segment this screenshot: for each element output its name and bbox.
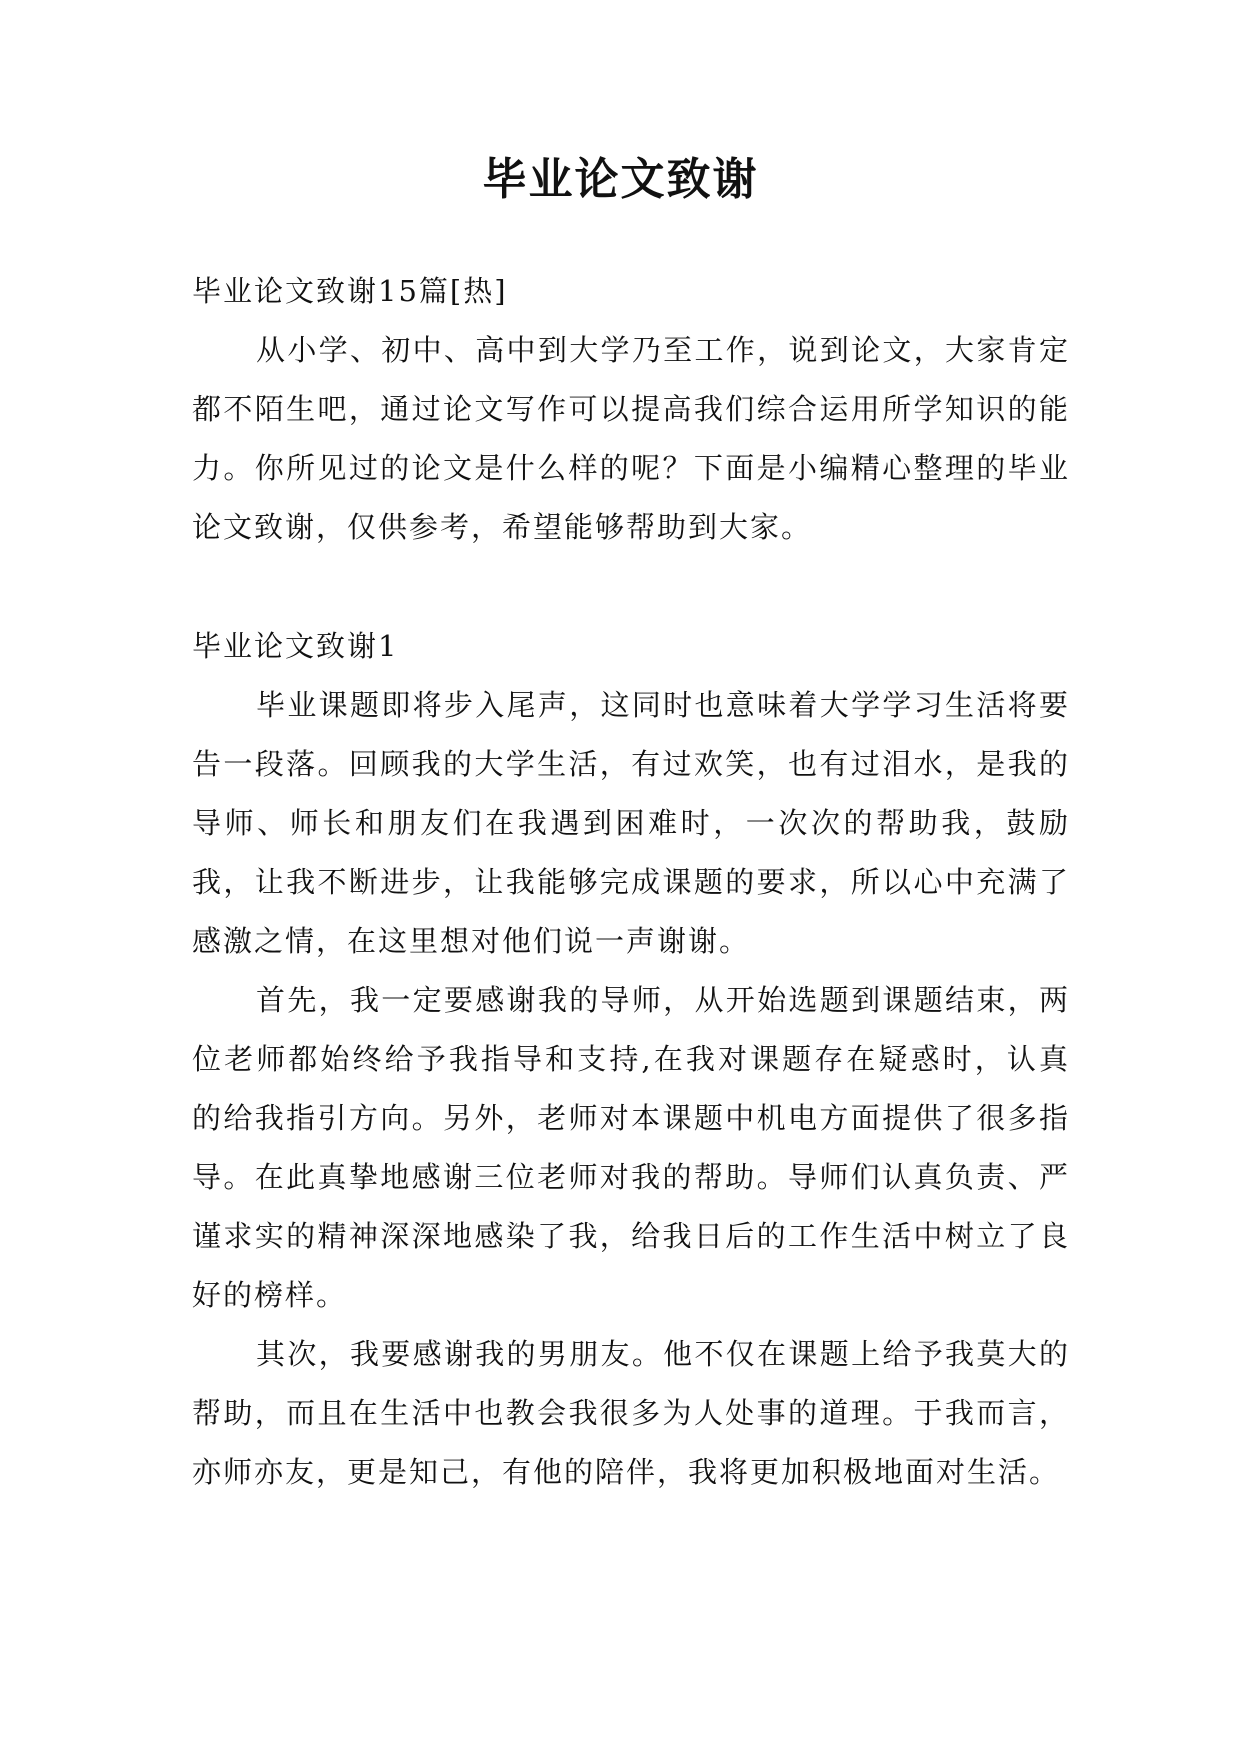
section-heading: 毕业论文致谢1 — [192, 629, 399, 663]
document-subtitle: 毕业论文致谢15篇[热] — [192, 274, 508, 308]
intro-paragraph: 从小学、初中、高中到大学乃至工作，说到论文，大家肯定都不陌生吧，通过论文写作可以提高我们综合运用所学知识的能力。你所见过的论文是什么样的呢？下面是小编精心整理的毕业论文致谢，仅供参考，希望能够帮助到大家。 — [192, 333, 1070, 544]
section-spacer — [192, 557, 1070, 617]
document-body — [192, 262, 1070, 1502]
body-paragraph-2: 首先，我一定要感谢我的导师，从开始选题到课题结束，两位老师都始终给予我指导和支持,在我对课题存在疑惑时，认真的给我指引方向。另外，老师对本课题中机电方面提供了很多指导。在此真挚地感谢三位老师对我的帮助。导师们认真负责、严谨求实的精神深深地感染了我，给我日后的工作生活中树立了良好的榜样。 — [192, 983, 1070, 1312]
body-paragraph-1: 毕业课题即将步入尾声，这同时也意味着大学学习生活将要告一段落。回顾我的大学生活，有过欢笑，也有过泪水，是我的导师、师长和朋友们在我遇到困难时，一次次的帮助我，鼓励我，让我不断进步，让我能够完成课题的要求，所以心中充满了感激之情，在这里想对他们说一声谢谢。 — [192, 688, 1070, 958]
document-title: 毕业论文致谢 — [482, 154, 759, 205]
body-paragraph-3: 其次，我要感谢我的男朋友。他不仅在课题上给予我莫大的帮助，而且在生活中也教会我很多为人处事的道理。于我而言，亦师亦友，更是知己，有他的陪伴，我将更加积极地面对生活。 — [192, 1337, 1070, 1489]
